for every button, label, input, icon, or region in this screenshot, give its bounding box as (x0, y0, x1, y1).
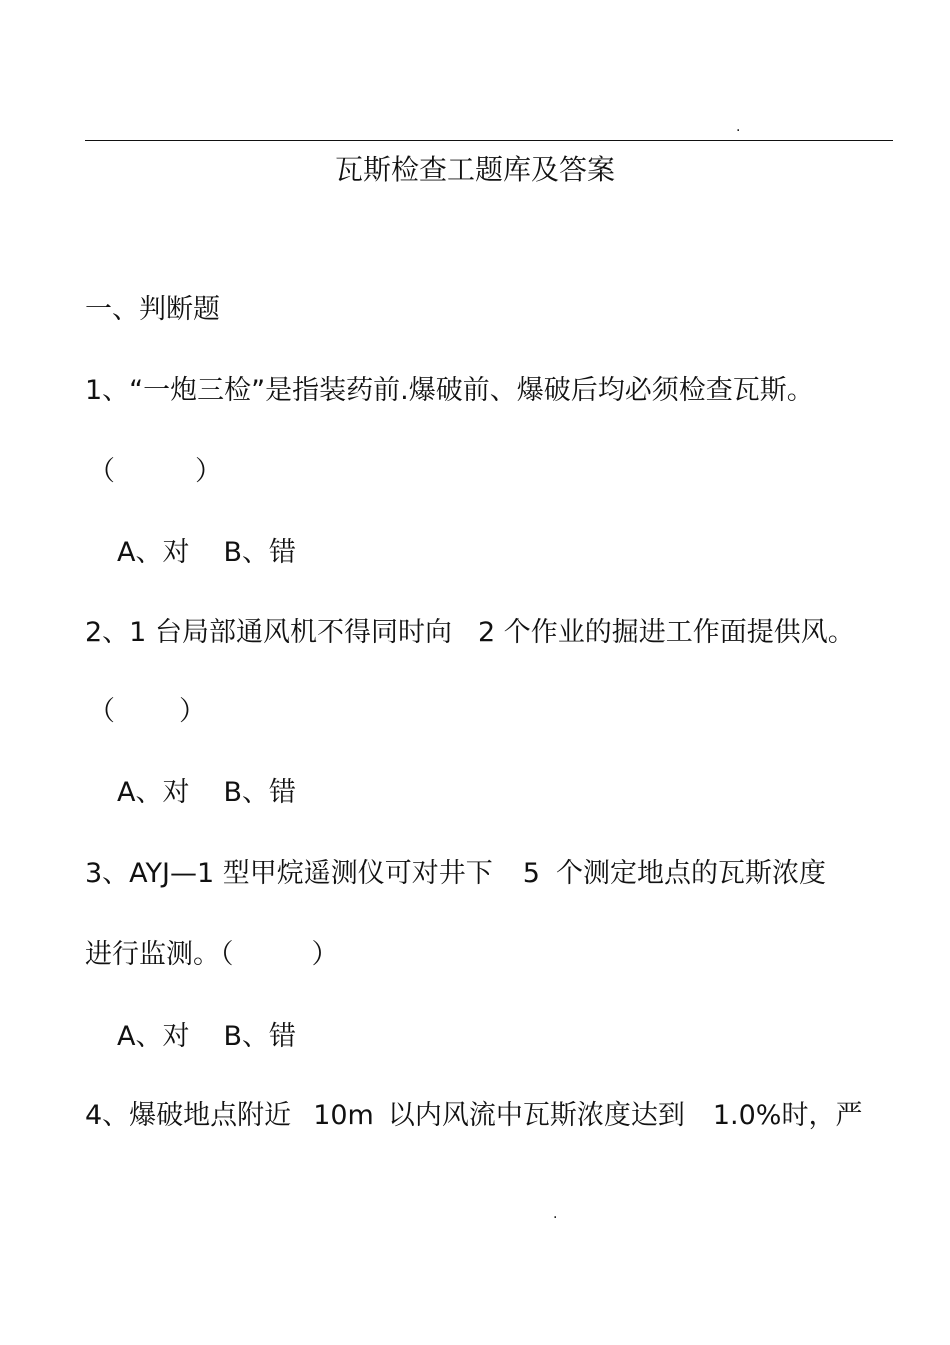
question-1-answer-blank (88, 454, 222, 490)
question-1-options (117, 535, 296, 571)
question-3-part-a: 3、AYJ—1 型甲烷遥测仪可对井下 (85, 858, 493, 889)
option-b: B、错 (223, 777, 297, 808)
question-3-options (117, 1019, 296, 1055)
header-dot: . (736, 119, 741, 135)
option-a: A、对 (117, 537, 190, 568)
question-3-text-line-2 (85, 937, 339, 973)
question-2-options (117, 775, 296, 811)
question-4-part-d: 1.0%时，严 (712, 1100, 863, 1131)
document-title: 瓦斯检查工题库及答案 (334, 153, 615, 186)
bracket-close: ） (179, 696, 206, 727)
header-rule (85, 140, 893, 141)
option-b: B、错 (223, 1021, 297, 1052)
bracket-close: ） (311, 939, 339, 970)
question-2-answer-blank (88, 694, 206, 730)
question-2-text (85, 615, 855, 651)
question-3-part-b: 5 (522, 858, 540, 889)
question-3-line-2: 进行监测。（ (85, 939, 234, 970)
question-2-part-a: 2、1 台局部通风机不得同时向 (85, 617, 452, 648)
question-3-text (85, 856, 826, 892)
question-2-part-b: 2 个作业的掘进工作面提供风。 (477, 617, 855, 648)
question-3-part-c: 个测定地点的瓦斯浓度 (555, 858, 826, 889)
question-4-part-c: 以内风流中瓦斯浓度达到 (387, 1100, 685, 1131)
option-a: A、对 (117, 1021, 190, 1052)
question-1-text: 1、“一炮三检”是指装药前.爆破前、爆破后均必须检查瓦斯。 (85, 375, 814, 406)
footer-dot: . (553, 1206, 558, 1222)
question-4-text (85, 1098, 862, 1134)
option-b: B、错 (223, 537, 297, 568)
question-4-part-a: 4、爆破地点附近 (85, 1100, 292, 1131)
section-heading: 一、判断题 (85, 294, 220, 325)
bracket-open: （ (88, 696, 115, 727)
bracket-close: ） (195, 456, 222, 487)
question-4-part-b: 10m (313, 1100, 374, 1131)
option-a: A、对 (117, 777, 190, 808)
bracket-open: （ (88, 456, 115, 487)
